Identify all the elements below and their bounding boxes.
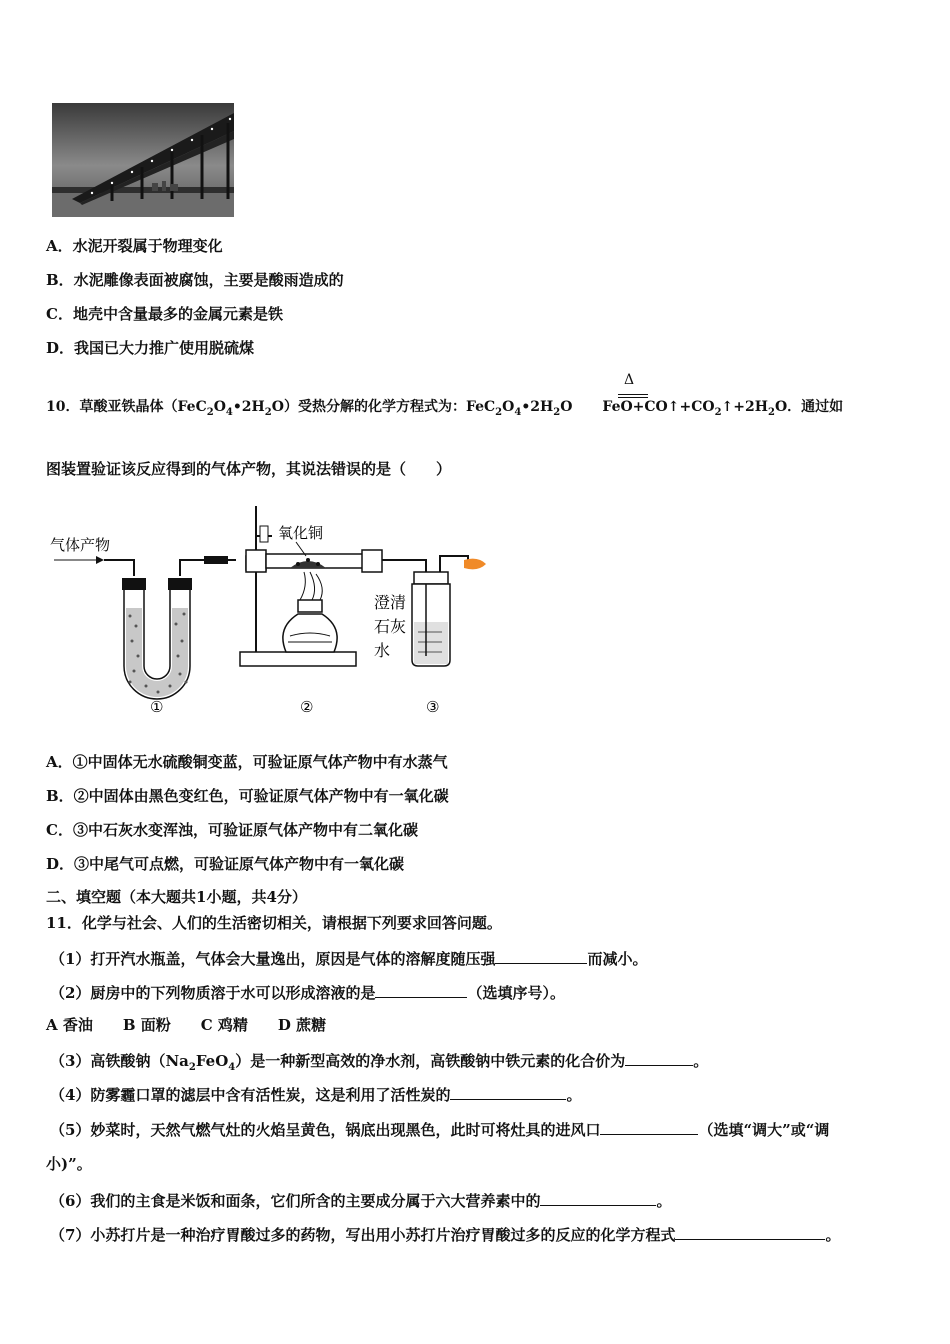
q9-option-d: D．我国已大力推广使用脱硫煤 bbox=[46, 339, 255, 357]
copper-oxide-label: 氧化铜 bbox=[278, 524, 324, 542]
q10-equation-block bbox=[46, 372, 926, 422]
heat-symbol: Δ bbox=[624, 372, 635, 388]
q11-part3: （3）高铁酸钠$(Na_2FeO_4)$是一种新型高效的净水剂，高铁酸钠中铁元素的化合价为 。 bbox=[50, 1049, 708, 1078]
q11-part2: （2）厨房中的下列物质溶于水可以形成溶液的是 （选填序号）。 bbox=[50, 981, 565, 1003]
q10-stem-line2: 图装置验证该反应得到的气体产物，其说法错误的是（ ） bbox=[46, 460, 452, 478]
lime-water-label-3: 水 bbox=[374, 641, 391, 660]
q11-part5-cont: 小)”。 bbox=[46, 1155, 92, 1173]
q10-option-c: C．③中石灰水变浑浊，可验证原气体产物中有二氧化碳 bbox=[46, 821, 418, 839]
apparatus-number-3: ③ bbox=[426, 698, 440, 716]
q10-option-a: A．①中固体无水硫酸铜变蓝，可验证原气体产物中有水蒸气 bbox=[46, 753, 448, 771]
lime-water-label-1: 澄清 bbox=[374, 593, 407, 612]
q11-part2-choices: A 香油 B 面粉 C 鸡精 D 蔗糖 bbox=[46, 1016, 327, 1034]
q9-option-a: A．水泥开裂属于物理变化 bbox=[46, 237, 223, 255]
apparatus-number-1: ① bbox=[150, 698, 164, 716]
answer-blank-6 bbox=[540, 1189, 656, 1206]
answer-blank-4 bbox=[450, 1083, 566, 1100]
q10-stem-line1: 10．草酸亚铁晶体$(FeC_2O_4•2H_2O)$受热分解的化学方程式为：$FeC_2O_4•2H_2O$ $FeO+CO↑+CO_2↑+2H_2O$．通过如 bbox=[46, 399, 844, 418]
bridge-photo bbox=[52, 103, 234, 217]
answer-blank-3 bbox=[625, 1049, 693, 1066]
q9-option-c: C．地壳中含量最多的金属元素是铁 bbox=[46, 305, 283, 323]
q10-option-b: B．②中固体由黑色变红色，可验证原气体产物中有一氧化碳 bbox=[46, 787, 449, 805]
answer-blank-7 bbox=[675, 1223, 825, 1240]
q11-part1: （1）打开汽水瓶盖，气体会大量逸出，原因是气体的溶解度随压强 而减小。 bbox=[50, 947, 647, 969]
gas-product-label: 气体产物 bbox=[50, 536, 111, 554]
q9-option-b: B．水泥雕像表面被腐蚀，主要是酸雨造成的 bbox=[46, 271, 344, 289]
apparatus-number-2: ② bbox=[300, 698, 314, 716]
q11-part6: （6）我们的主食是米饭和面条，它们所含的主要成分属于六大营养素中的 。 bbox=[50, 1189, 671, 1211]
answer-blank-5 bbox=[600, 1118, 698, 1135]
q10-option-d: D．③中尾气可点燃，可验证原气体产物中有一氧化碳 bbox=[46, 855, 405, 873]
lime-water-label-2: 石灰 bbox=[374, 617, 407, 636]
q11-part4: （4）防雾霾口罩的滤层中含有活性炭，这是利用了活性炭的 。 bbox=[50, 1083, 581, 1105]
apparatus-diagram bbox=[46, 496, 496, 721]
q11-stem: 11．化学与社会、人们的生活密切相关，请根据下列要求回答问题。 bbox=[46, 914, 502, 932]
q11-part5: （5）妙菜时，天然气燃气灶的火焰呈黄色，锅底出现黑色，此时可将灶具的进风口 （选填“调大”或“调 bbox=[50, 1118, 829, 1140]
answer-blank-2 bbox=[375, 981, 467, 998]
q11-part7: （7）小苏打片是一种治疗胃酸过多的药物，写出用小苏打片治疗胃酸过多的反应的化学方程式 。 bbox=[50, 1223, 840, 1245]
section-heading: 二、填空题（本大题共1小题，共4分） bbox=[46, 888, 307, 906]
answer-blank-1 bbox=[495, 947, 587, 964]
